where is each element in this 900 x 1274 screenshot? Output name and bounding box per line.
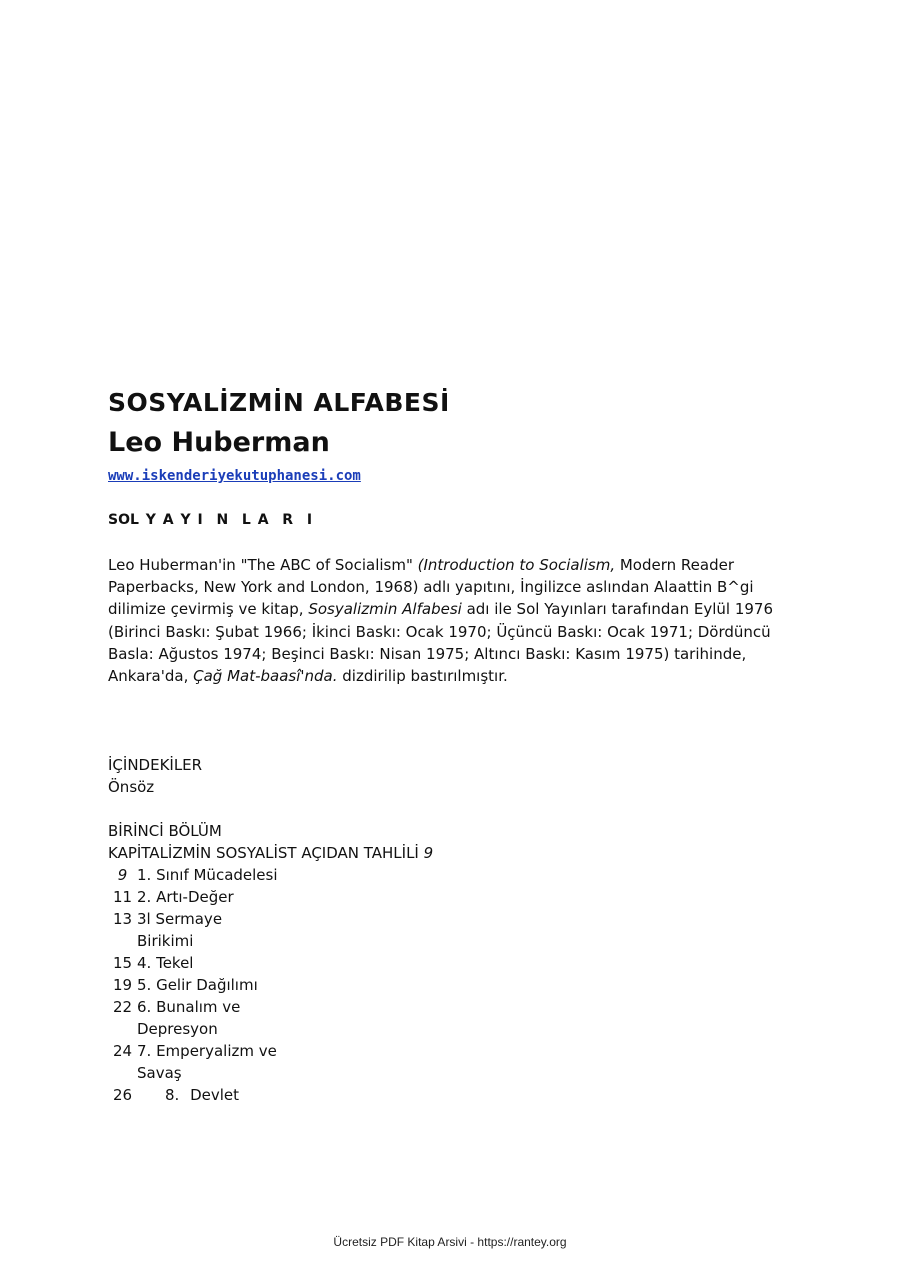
toc-item [108,886,368,908]
intro-text: Modern Reader Paperbacks, New York and London, 1968) adlı yapıtını, İngilizce aslından Alaattin B^gi dilimize çevirmiş ve kitap, [108,556,754,619]
toc-item-line: Depresyon [137,1020,218,1038]
toc-page-number: 26 [112,1086,133,1104]
page-footer: Ücretsiz PDF Kitap Arsivi - https://rantey.org [333,1235,567,1249]
intro-text: adı ile Sol Yayınları tarafından Eylül 1976 (Birinci Baskı: Şubat 1966; İkinci Baskı: Ocak 1970; Üçüncü Baskı: Ocak 1971; Dördüncü Basla: Ağustos 1974; Beşinci Baskı: Nisan 1975; Altıncı Baskı: Kasım 1975) tarihinde, Ankara'da, [108,600,774,686]
toc-item [108,1040,368,1084]
intro-italic: (Introduction to Socialism, [417,556,616,574]
toc-item [108,864,368,886]
intro-paragraph [108,554,788,687]
toc-item-title: 5. Gelir Dağılımı [137,976,258,994]
toc-heading: İÇİNDEKİLER [108,756,203,774]
toc-list [108,864,368,1106]
publisher-name: SOL Y A Y I N L A R I [108,512,313,528]
book-title: SOSYALİZMİN ALFABESİ [108,388,450,417]
toc-part-page: 9 [423,844,434,862]
book-author: Leo Huberman [108,427,330,458]
toc-item-line: 3l Sermaye [137,910,223,928]
toc-page-number: 24 [112,1042,133,1060]
toc-item-line: Birikimi [137,932,194,950]
toc-item-title [137,1040,368,1084]
intro-italic: Çağ Mat-baasî'nda. [193,667,338,686]
toc-item-title: 2. Artı-Değer [137,888,234,906]
toc-item-title: 4. Tekel [137,954,194,972]
intro-text: Leo Huberman'in "The ABC of Socialism" [108,556,418,574]
toc-page-number: 9 [117,866,128,884]
intro-text: dizdirilip bastırılmıştır. [337,667,508,686]
toc-item-title [137,908,368,952]
toc-part-title [108,842,433,864]
toc-item [108,996,368,1040]
website-link[interactable]: www.iskenderiyekutuphanesi.com [108,468,361,484]
toc-foreword: Önsöz [108,778,155,796]
toc-item-title [137,996,368,1040]
toc-item-title: 1. Sınıf Mücadelesi [137,866,278,884]
toc-page-number: 11 [112,888,133,906]
toc-item-title: 8. Devlet [165,1086,240,1104]
toc-part-title-text: KAPİTALİZMİN SOSYALİST AÇIDAN TAHLİLİ [108,844,419,862]
toc-item-line: 6. Bunalım ve [137,998,241,1016]
toc-page-number: 15 [112,954,133,972]
toc-item-line: Savaş [137,1064,182,1082]
toc-page-number: 22 [112,998,133,1016]
toc-item [108,908,368,952]
toc-part-label: BİRİNCİ BÖLÜM [108,822,222,840]
toc-page-number: 13 [112,910,133,928]
toc-item-line: 7. Emperyalizm ve [137,1042,277,1060]
intro-italic: Sosyalizmin Alfabesi [308,600,462,619]
toc-page-number: 19 [112,976,133,994]
toc-item [108,1084,368,1106]
toc-item [108,974,368,996]
toc-item [108,952,368,974]
